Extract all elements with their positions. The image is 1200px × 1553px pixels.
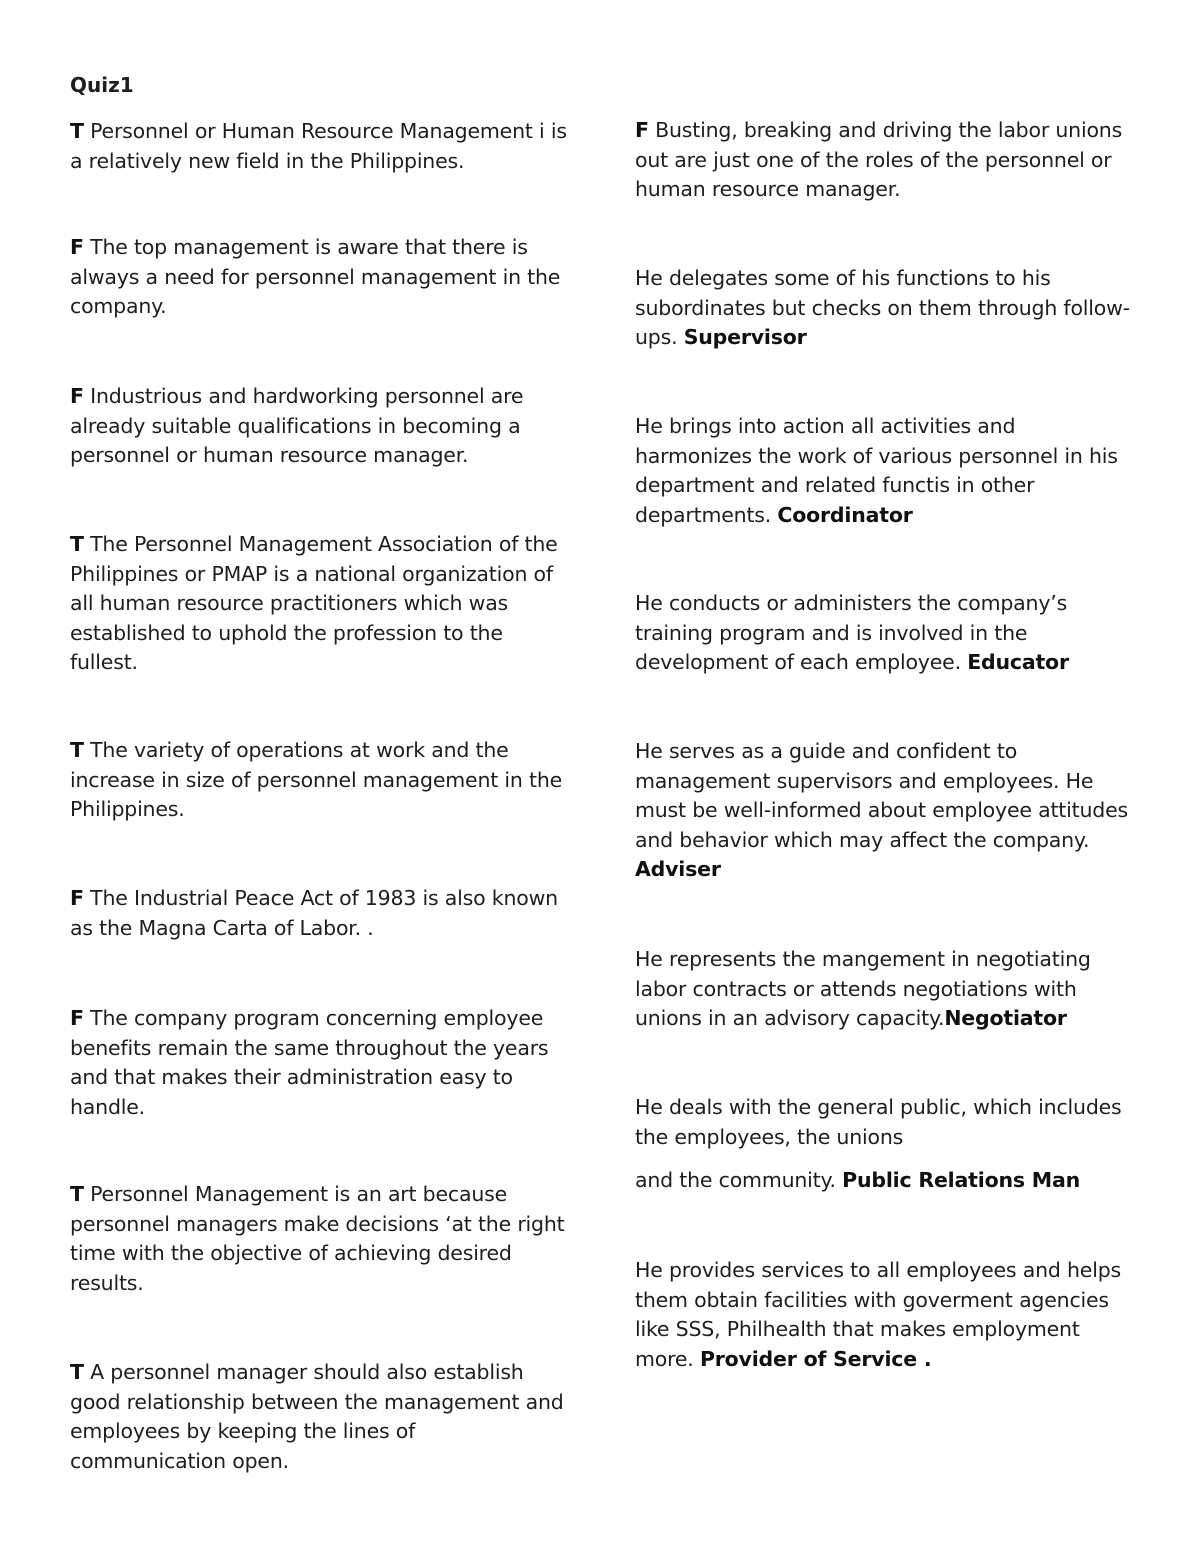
role-description: He brings into action all activities and harmonizes the work of various personnel in his department and related functis in other departments. — [635, 414, 1118, 527]
role-item — [635, 737, 1135, 885]
answer-label: T — [70, 1182, 84, 1206]
role-answer: Supervisor — [683, 325, 807, 349]
role-description: He conducts or administers the company’s training program and is involved in the development of each employee. — [635, 591, 1068, 674]
page-title: Quiz1 — [70, 73, 134, 97]
role-description: He delegates some of his functions to his subordinates but checks on them through follow-ups. — [635, 266, 1130, 349]
role-description: He serves as a guide and confident to management supervisors and employees. He must be well-informed about employee attitudes and behavior which may affect the company. — [635, 739, 1128, 852]
question-item — [70, 117, 570, 176]
question-item — [70, 736, 570, 825]
question-text: Personnel or Human Resource Management i is a relatively new field in the Philippines. — [70, 119, 567, 173]
role-answer: Public Relations Man — [842, 1168, 1081, 1192]
question-text: The Industrial Peace Act of 1983 is also known as the Magna Carta of Labor. . — [70, 886, 558, 940]
role-description: and the community. — [635, 1168, 843, 1192]
role-item — [635, 589, 1135, 678]
question-text: Busting, breaking and driving the labor unions out are just one of the roles of the personnel or human resource manager. — [635, 118, 1123, 201]
question-text: A personnel manager should also establish good relationship between the management and employees by keeping the lines of communication open. — [70, 1360, 564, 1473]
answer-label: T — [70, 119, 84, 143]
role-description: He deals with the general public, which includes the employees, the unions — [635, 1095, 1122, 1149]
role-item — [635, 1256, 1135, 1374]
role-item — [635, 1093, 1135, 1152]
answer-label: T — [70, 532, 84, 556]
role-description: He represents the mangement in negotiating labor contracts or attends negotiations with unions in an advisory capacity. — [635, 947, 1091, 1030]
answer-label: T — [70, 738, 84, 762]
question-text: Industrious and hardworking personnel are already suitable qualifications in becoming a personnel or human resource manager. — [70, 384, 524, 467]
question-text: The variety of operations at work and the increase in size of personnel management in the Philippines. — [70, 738, 563, 821]
role-answer: Coordinator — [777, 502, 913, 527]
role-description: He provides services to all employees and helps them obtain facilities with goverment agencies like SSS, Philhealth that makes employment more. — [635, 1258, 1121, 1371]
role-item — [635, 945, 1135, 1034]
question-text: The company program concerning employee benefits remain the same throughout the years and that makes their administration easy to handle. — [70, 1006, 549, 1119]
question-text: Personnel Management is an art because personnel managers make decisions ‘at the right time with the objective of achieving desired results. — [70, 1182, 565, 1295]
role-item — [635, 1166, 1135, 1196]
answer-label: F — [70, 886, 84, 910]
answer-label: F — [70, 235, 84, 259]
answer-label: F — [635, 118, 649, 142]
question-item — [70, 530, 570, 678]
question-item — [70, 1180, 570, 1298]
question-item — [70, 382, 570, 471]
role-item — [635, 264, 1135, 353]
question-text: The top management is aware that there is always a need for personnel management in the company. — [70, 235, 561, 318]
answer-label: T — [70, 1360, 84, 1384]
question-item — [70, 884, 570, 943]
role-answer: Negotiator — [944, 1006, 1067, 1030]
question-text: The Personnel Management Association of the Philippines or PMAP is a national organization of all human resource practitioners which was established to uphold the profession to the fullest. — [70, 532, 558, 674]
role-answer: Educator — [967, 650, 1069, 674]
answer-label: F — [70, 384, 84, 408]
question-item — [70, 1004, 570, 1122]
role-item — [635, 412, 1135, 530]
question-item — [635, 116, 1135, 205]
question-item — [70, 233, 570, 322]
role-answer: Adviser — [635, 857, 721, 881]
question-item — [70, 1358, 570, 1476]
answer-label: F — [70, 1006, 84, 1030]
role-answer: Provider of Service . — [699, 1346, 932, 1371]
